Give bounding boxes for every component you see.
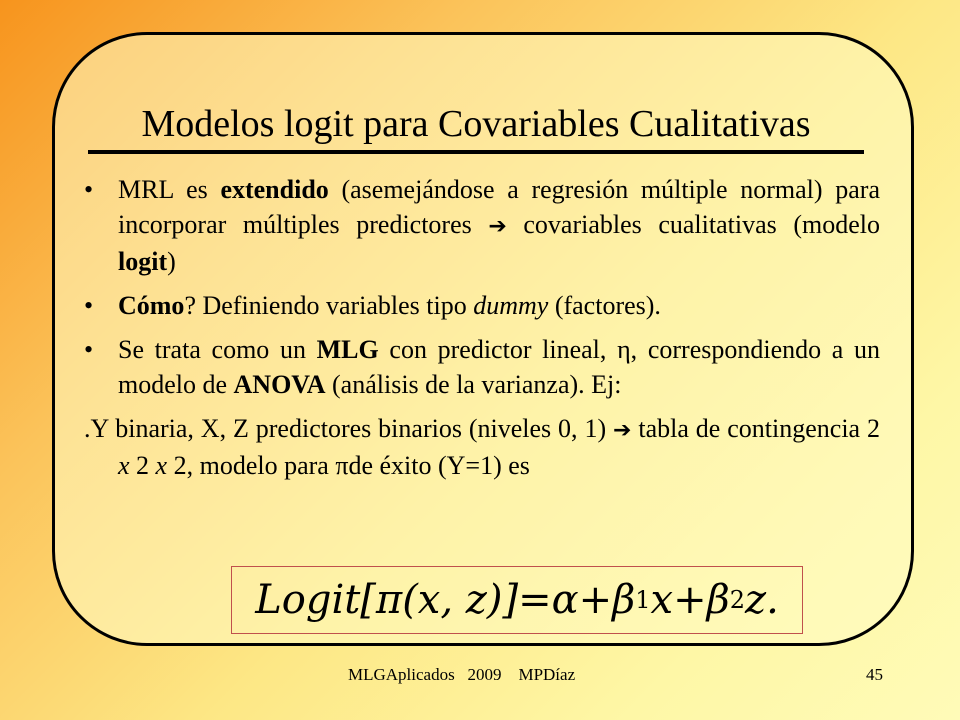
bullet-dot: •: [84, 175, 94, 204]
bullet-dot: •: [84, 291, 94, 320]
page-number: 45: [866, 665, 883, 684]
example-paragraph: .Y binaria, X, Z predictores binarios (niveles 0, 1) ➔ tabla de contingencia 2 x 2 x 2, modelo para πde éxito (Y=1) es: [84, 414, 880, 480]
bullet-anova: • Se trata como un MLG con predictor lineal, η, correspondiendo a un modelo de ANOVA (análisis de la varianza). Ej:: [84, 332, 880, 402]
logit-formula: Logit[π(x, z)] = α + β 1 x + β 2 z.: [231, 566, 803, 634]
slide-content: [84, 172, 880, 483]
bullet-dummy: • Cómo? Definiendo variables tipo dummy (factores).: [84, 288, 880, 323]
slide-title: Modelos logit para Covariables Cualitativas: [141, 103, 811, 145]
bullet-extension: • MRL es extendido (asemejándose a regresión múltiple normal) para incorporar múltiples predictores ➔ covariables cualitativas (modelo logit): [84, 172, 880, 279]
footer-text: MLGAplicados 2009 MPDíaz: [348, 665, 576, 684]
arrow-right-icon: ➔: [613, 418, 632, 443]
arrow-right-icon: ➔: [488, 214, 507, 239]
bullet-dot: •: [84, 335, 94, 364]
title-underline: [88, 150, 864, 154]
